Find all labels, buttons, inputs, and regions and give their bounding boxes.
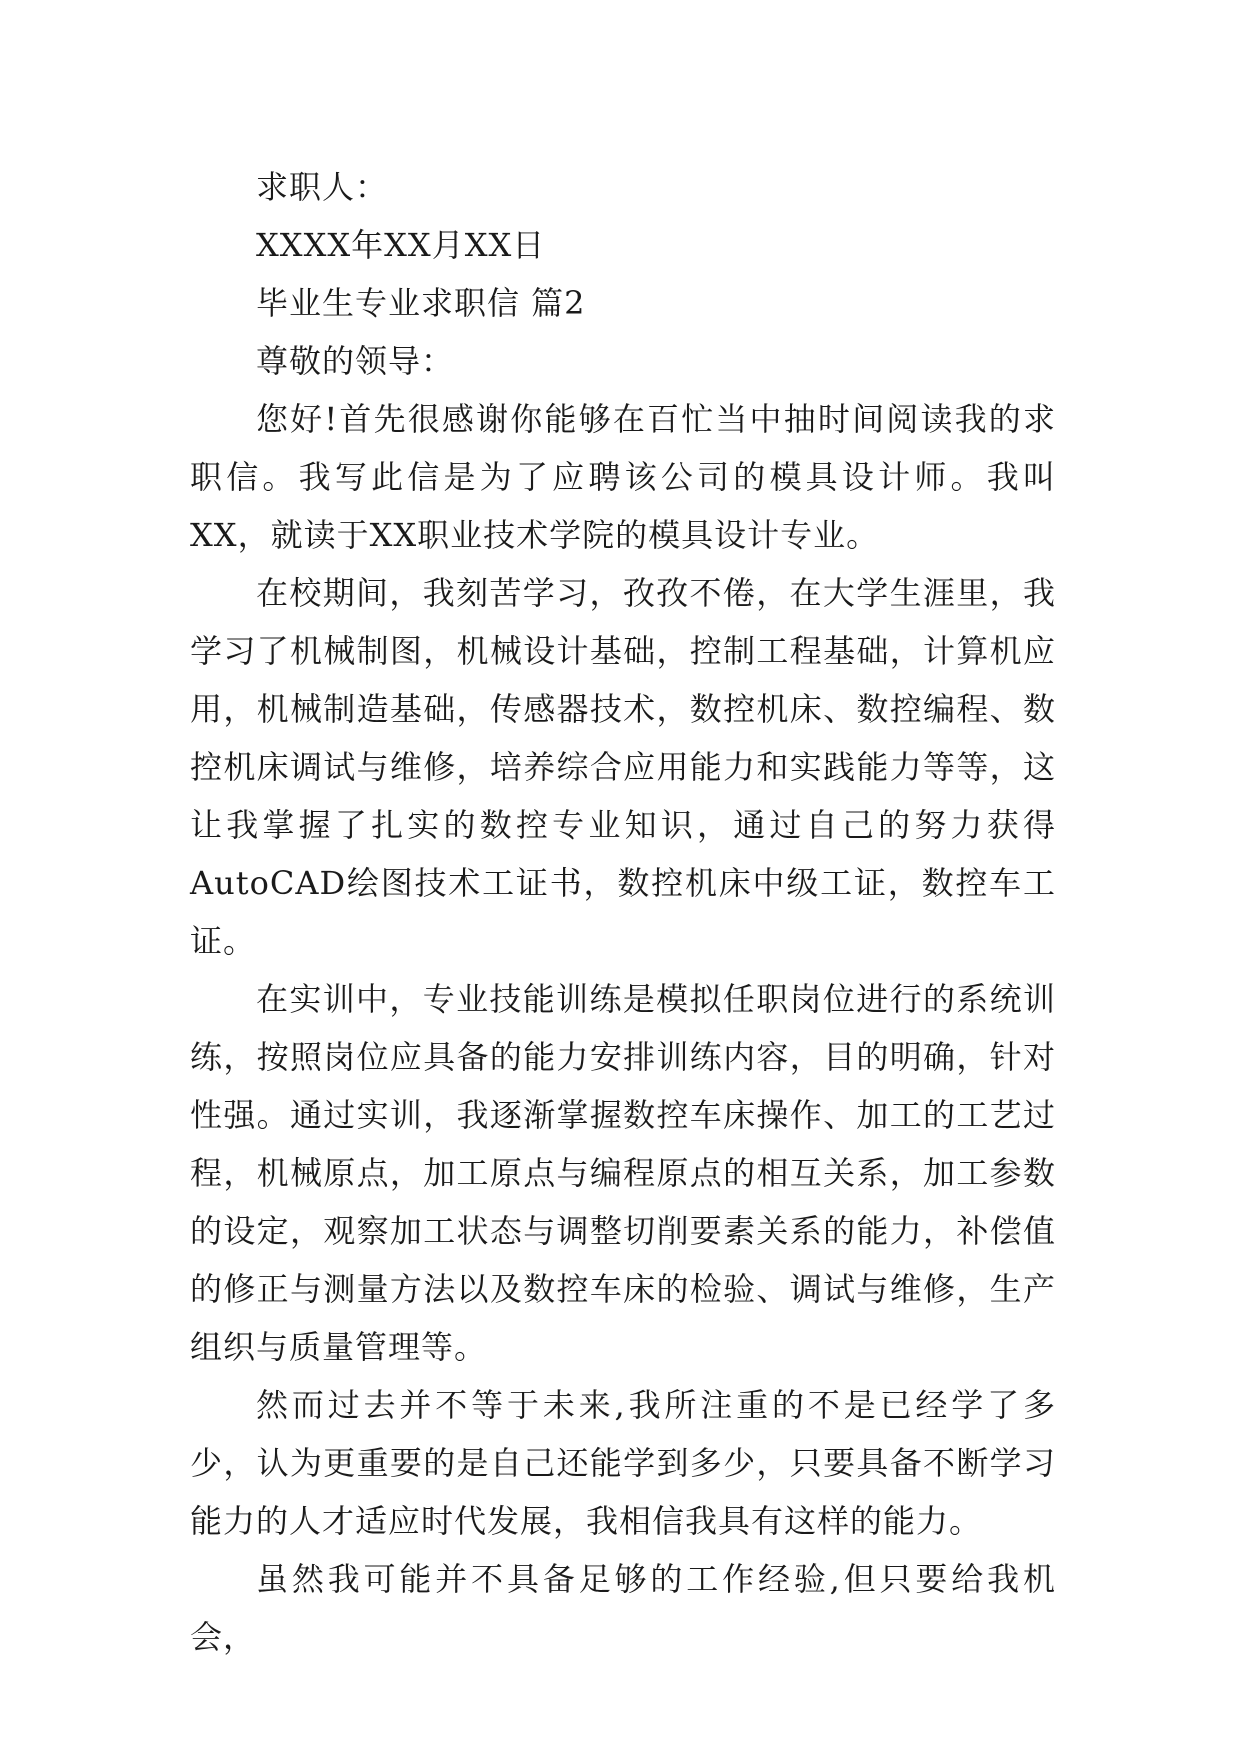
date-line: XXXX年XX月XX日	[256, 226, 546, 264]
salutation: 尊敬的领导：	[256, 342, 455, 380]
paragraph-training: 在实训中，专业技能训练是模拟任职岗位进行的系统训练，按照岗位应具备的能力安排训练内容，目的明确，针对性强。通过实训，我逐渐掌握数控车床操作、加工的工艺过程，机械原点，加工原点与编程原点的相互关系，加工参数的设定，观察加工状态与调整切削要素关系的能力，补偿值的修正与测量方法以及数控车床的检验、调试与维修，生产组织与质量管理等。	[190, 980, 1056, 1366]
paragraph-learning-ability: 然而过去并不等于未来,我所注重的不是已经学了多少，认为更重要的是自己还能学到多少，只要具备不断学习能力的人才适应时代发展，我相信我具有这样的能力。	[190, 1386, 1056, 1540]
paragraph-education: 在校期间，我刻苦学习，孜孜不倦，在大学生涯里，我学习了机械制图，机械设计基础，控制工程基础，计算机应用，机械制造基础，传感器技术，数控机床、数控编程、数控机床调试与维修，培养综合应用能力和实践能力等等，这让我掌握了扎实的数控专业知识，通过自己的努力获得AutoCAD绘图技术工证书，数控机床中级工证，数控车工证。	[190, 574, 1056, 960]
paragraph-experience: 虽然我可能并不具备足够的工作经验,但只要给我机会，	[190, 1560, 1056, 1656]
applicant-label: 求职人：	[256, 168, 389, 206]
section-title: 毕业生专业求职信 篇2	[256, 284, 586, 322]
paragraph-greeting: 您好!首先很感谢你能够在百忙当中抽时间阅读我的求职信。我写此信是为了应聘该公司的模具设计师。我叫XX，就读于XX职业技术学院的模具设计专业。	[190, 400, 1056, 554]
letter-body	[190, 158, 1056, 1666]
